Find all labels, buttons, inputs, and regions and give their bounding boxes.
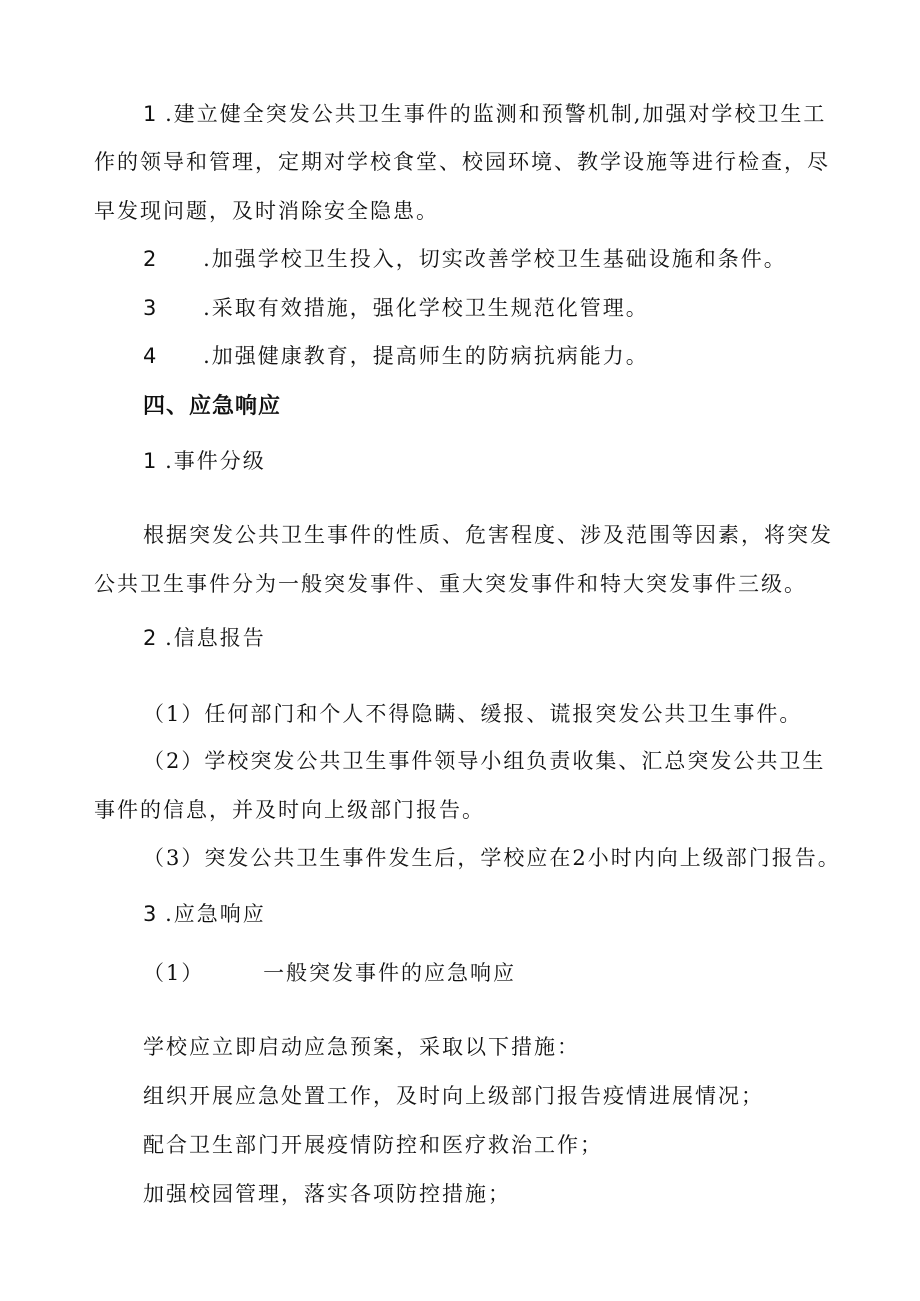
sub-3-title xyxy=(143,899,266,929)
sub-1-number: 1 xyxy=(143,449,157,473)
item-2-number: 2 xyxy=(143,247,157,271)
sub-2-number: 2 xyxy=(143,626,157,650)
sub-3-number: 3 xyxy=(143,902,157,926)
sub-2-title xyxy=(143,623,266,653)
sub-3-title-text: .应急响应 xyxy=(165,902,266,926)
report-item-2-number: （2） xyxy=(143,749,205,773)
item-2 xyxy=(143,244,787,274)
item-4 xyxy=(143,341,649,371)
sub-1-paragraph-line-2: 公共卫生事件分为一般突发事件、重大突发事件和特大突发事件三级。 xyxy=(94,572,807,596)
sub-2-title-text: .信息报告 xyxy=(165,626,266,650)
item-1-number: 1 xyxy=(143,102,157,126)
measure-2: 配合卫生部门开展疫情防控和医疗救治工作； xyxy=(143,1133,603,1157)
report-item-1-number: （1） xyxy=(143,702,205,726)
item-4-text: .加强健康教育，提高师生的防病抗病能力。 xyxy=(203,344,649,368)
response-item-1-title: 一般突发事件的应急响应 xyxy=(263,961,517,985)
response-item-1-number: （1） xyxy=(143,961,205,985)
item-1-line-3: 早发现问题，及时消除安全隐患。 xyxy=(94,199,439,223)
report-item-1-text: 任何部门和个人不得隐瞒、缓报、谎报突发公共卫生事件。 xyxy=(204,702,803,726)
item-3 xyxy=(143,293,649,323)
sub-1-title-text: .事件分级 xyxy=(165,449,266,473)
sub-1-paragraph-line-1: 根据突发公共卫生事件的性质、危害程度、涉及范围等因素，将突发 xyxy=(143,523,833,547)
item-1-line-2: 作的领导和管理，定期对学校食堂、校园环境、教学设施等进行检查，尽 xyxy=(94,150,830,174)
report-item-2 xyxy=(143,746,825,776)
item-4-number: 4 xyxy=(143,344,157,368)
item-1-line-1 xyxy=(143,99,826,129)
sub-1-title xyxy=(143,446,266,476)
item-2-text: .加强学校卫生投入，切实改善学校卫生基础设施和条件。 xyxy=(203,247,787,271)
section-4-heading: 四、应急响应 xyxy=(143,394,282,419)
measure-3: 加强校园管理，落实各项防控措施； xyxy=(143,1182,511,1206)
report-item-3 xyxy=(143,843,841,873)
item-3-text: .采取有效措施，强化学校卫生规范化管理。 xyxy=(203,296,649,320)
measure-1: 组织开展应急处置工作，及时向上级部门报告疫情进展情况； xyxy=(143,1084,764,1108)
response-item-1 xyxy=(143,958,516,988)
item-3-number: 3 xyxy=(143,296,157,320)
report-item-3-text: 突发公共卫生事件发生后，学校应在2小时内向上级部门报告。 xyxy=(204,846,841,870)
report-item-2-text: 学校突发公共卫生事件领导小组负责收集、汇总突发公共卫生 xyxy=(204,749,826,773)
report-item-2-line-2: 事件的信息，并及时向上级部门报告。 xyxy=(94,798,485,822)
report-item-3-number: （3） xyxy=(143,846,205,870)
measures-intro: 学校应立即启动应急预案，采取以下措施： xyxy=(143,1035,580,1059)
item-1-text: .建立健全突发公共卫生事件的监测和预警机制,加强对学校卫生工 xyxy=(165,102,827,126)
report-item-1 xyxy=(143,699,802,729)
